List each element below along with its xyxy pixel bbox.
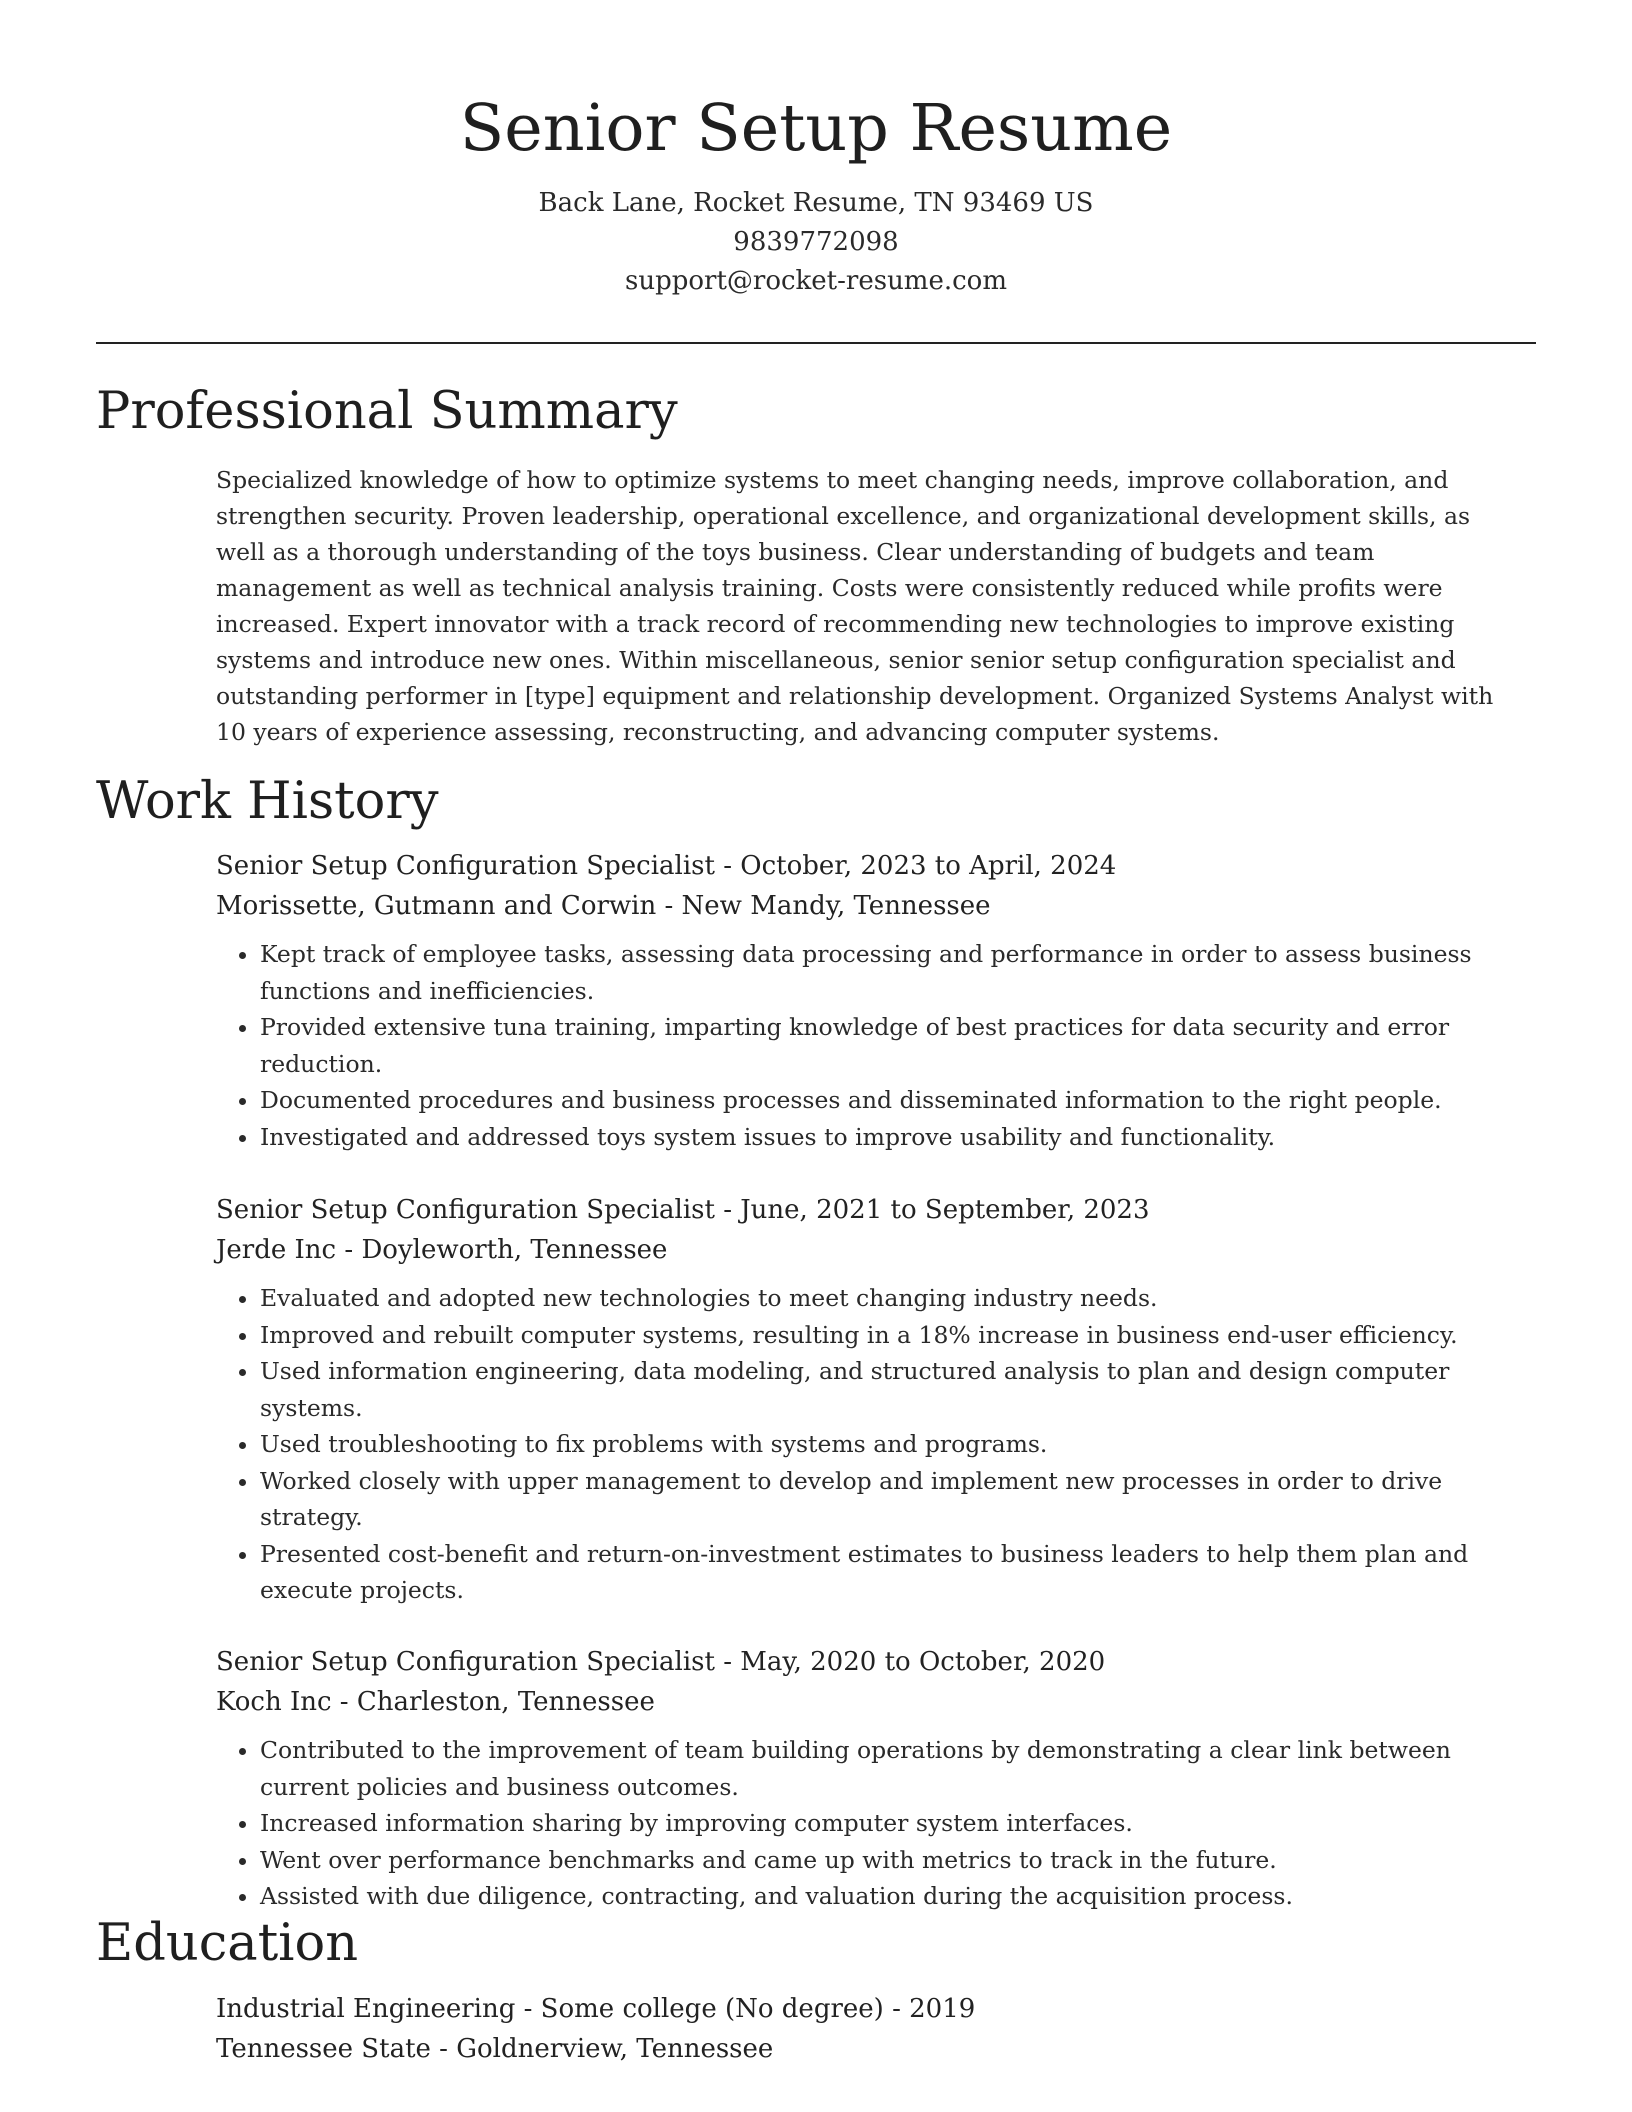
job-dates: - October, 2023 to April, 2024: [714, 851, 1117, 881]
job-bullets: [216, 1280, 1526, 1609]
education-school-location: - Goldnerview, Tennessee: [430, 2034, 774, 2064]
education-degree-detail: - Some college (No degree) - 2019: [515, 1994, 976, 2024]
job-bullet: • Provided extensive tuna training, imparting knowledge of best practices for data security and error reduction.: [260, 1009, 1526, 1082]
contact-phone: 9839772098: [733, 227, 899, 257]
job-entry: [216, 1642, 1526, 1915]
education-school: Tennessee State: [216, 2034, 431, 2064]
contact-address: Back Lane, Rocket Resume, TN 93469 US: [538, 188, 1094, 218]
job-role: Senior Setup Configuration Specialist: [216, 1195, 715, 1225]
summary-text: Specialized knowledge of how to optimize systems to meet changing needs, improve collaboration, and strengthen security. Proven leadership, operational excellence, and organizational development skills, as well as a thorough understanding of the toys business. Clear understanding of budgets and team management as well as technical analysis training. Costs were consistently reduced while profits were increased. Expert innovator with a track record of recommending new technologies to improve existing systems and introduce new ones. Within miscellaneous, senior senior setup configuration specialist and outstanding performer in [type] equipment and relationship development. Organized Systems Analyst with 10 years of experience assessing, reconstructing, and advancing computer systems.: [216, 466, 1494, 746]
job-location: - Charleston, Tennessee: [331, 1687, 655, 1717]
job-role: Senior Setup Configuration Specialist: [216, 851, 715, 881]
job-company: Jerde Inc: [216, 1235, 337, 1265]
job-bullet: • Contributed to the improvement of team building operations by demonstrating a clear link between current policies and business outcomes.: [260, 1732, 1526, 1805]
job-role: Senior Setup Configuration Specialist: [216, 1647, 715, 1677]
job-bullet: • Investigated and addressed toys system issues to improve usability and functionality.: [260, 1119, 1526, 1156]
job-bullet: • Increased information sharing by improving computer system interfaces.: [260, 1805, 1526, 1842]
job-bullets: [216, 936, 1526, 1155]
education-entry: [216, 1989, 1526, 2069]
resume-header: [96, 84, 1536, 301]
job-dates: - June, 2021 to September, 2023: [714, 1195, 1150, 1225]
job-company-line: [216, 886, 1526, 926]
job-entry: [216, 846, 1526, 1155]
job-dates: - May, 2020 to October, 2020: [714, 1647, 1106, 1677]
job-bullet: • Kept track of employee tasks, assessing data processing and performance in order to assess business functions and inefficiencies.: [260, 936, 1526, 1009]
job-bullet: • Improved and rebuilt computer systems, resulting in a 18% increase in business end-user efficiency.: [260, 1317, 1526, 1354]
job-bullet: • Used troubleshooting to fix problems with systems and programs.: [260, 1426, 1526, 1463]
job-bullet: • Used information engineering, data modeling, and structured analysis to plan and design computer systems.: [260, 1353, 1526, 1426]
contact-email: support@rocket-resume.com: [624, 266, 1007, 296]
education-school-line: [216, 2029, 1526, 2069]
header-divider: [96, 342, 1536, 344]
work-history-heading: Work History: [96, 772, 439, 831]
job-location: - Doyleworth, Tennessee: [336, 1235, 668, 1265]
job-entry: [216, 1190, 1526, 1609]
job-bullet: • Presented cost-benefit and return-on-investment estimates to business leaders to help them plan and execute projects.: [260, 1536, 1526, 1609]
candidate-name: Senior Setup Resume: [459, 91, 1173, 166]
job-title-line: [216, 846, 1526, 886]
summary-heading: Professional Summary: [96, 382, 678, 441]
job-bullet: • Assisted with due diligence, contracting, and valuation during the acquisition process.: [260, 1878, 1526, 1915]
education-degree-line: [216, 1989, 1526, 2029]
education-heading: Education: [96, 1914, 359, 1973]
education-degree: Industrial Engineering: [216, 1994, 516, 2024]
job-bullet: • Evaluated and adopted new technologies to meet changing industry needs.: [260, 1280, 1526, 1317]
job-bullet: • Documented procedures and business processes and disseminated information to the right people.: [260, 1082, 1526, 1119]
job-company-line: [216, 1682, 1526, 1722]
job-bullet: • Went over performance benchmarks and came up with metrics to track in the future.: [260, 1842, 1526, 1879]
job-bullet: • Worked closely with upper management to develop and implement new processes in order to drive strategy.: [260, 1463, 1526, 1536]
job-title-line: [216, 1642, 1526, 1682]
job-company-line: [216, 1230, 1526, 1270]
job-location: - New Mandy, Tennessee: [656, 891, 991, 921]
job-company: Morissette, Gutmann and Corwin: [216, 891, 657, 921]
job-title-line: [216, 1190, 1526, 1230]
job-company: Koch Inc: [216, 1687, 332, 1717]
job-bullets: [216, 1732, 1526, 1915]
